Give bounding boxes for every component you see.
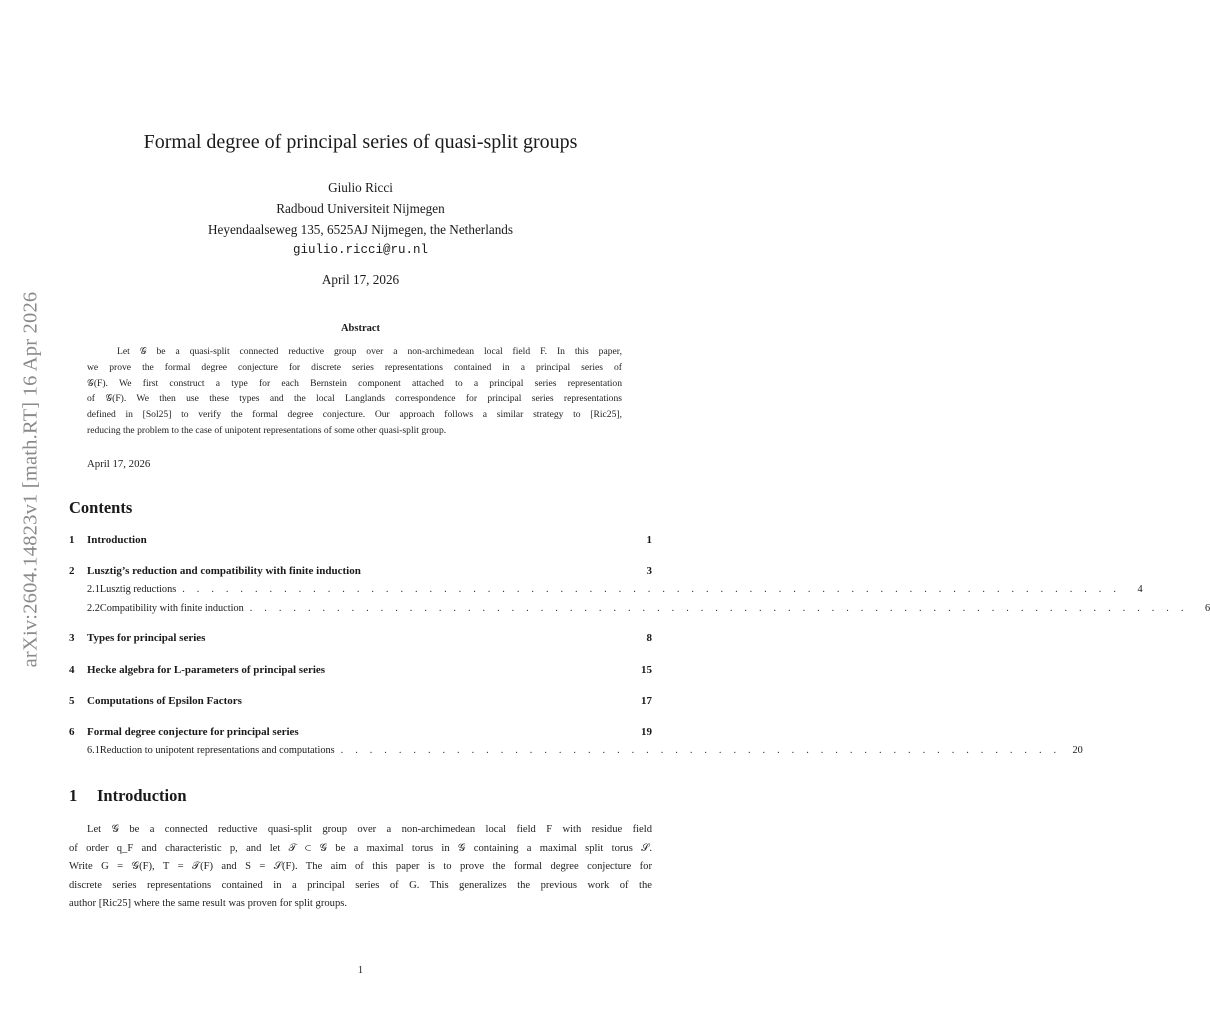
toc-section-6[interactable] [69, 726, 652, 742]
arxiv-identifier: arXiv:2604.14823v1 [math.RT] 16 Apr 2026 [19, 291, 42, 667]
toc-page-number: 20 [1072, 745, 1083, 756]
introduction-line: of order q_F and characteristic p, and let 𝒯 ⊂ 𝒢 be a maximal torus in 𝒢 containing a maximal split torus 𝒮. [69, 842, 652, 854]
toc-section-title: Lusztig’s reduction and compatibility with finite induction [87, 565, 361, 577]
toc-subsection-title: Lusztig reductions [99, 584, 177, 595]
toc-subsection-number: 6.1 [87, 745, 100, 756]
section-heading-introduction [69, 786, 187, 806]
toc-leader-dots: . . . . . . . . . . . . . . . . . . . . . . . . . . . . . . . . . . . . . . . . . . . . . . . . . . [340, 745, 1061, 756]
toc-section-3[interactable] [69, 632, 652, 648]
author-address: Heyendaalseweg 135, 6525AJ Nijmegen, the Netherlands [207, 222, 514, 237]
introduction-line: discrete series representations contained in a principal series of G. This generalizes the previous work of the [69, 879, 652, 891]
page-number: 1 [357, 965, 364, 976]
introduction-line: Write G = 𝒢(F), T = 𝒯(F) and S = 𝒮(F). The aim of this paper is to prove the formal degree conjecture for [69, 861, 652, 872]
author-name: Giulio Ricci [328, 180, 393, 195]
abstract-line: reducing the problem to the case of unipotent representations of some other quasi-split group. [87, 424, 447, 436]
toc-section-title: Computations of Epsilon Factors [87, 695, 242, 707]
toc-section-number: 2 [69, 565, 75, 577]
toc-section-1[interactable] [69, 534, 652, 550]
abstract-heading: Abstract [340, 323, 381, 334]
toc-section-4[interactable] [69, 664, 652, 680]
toc-leader-dots: . . . . . . . . . . . . . . . . . . . . . . . . . . . . . . . . . . . . . . . . . . . . . . . . . . . . . . . . . . . . . . . . . [249, 603, 1189, 614]
abstract-line: of 𝒢(F). We then use these types and the local Langlands correspondence for principal series representations [87, 393, 622, 405]
toc-section-title: Formal degree conjecture for principal series [87, 726, 299, 738]
toc-leader-dots: . . . . . . . . . . . . . . . . . . . . . . . . . . . . . . . . . . . . . . . . . . . . . . . . . . . . . . . . . . . . . . . . . [182, 584, 1121, 595]
paper-title: Formal degree of principal series of quasi-split groups [143, 131, 578, 153]
toc-section-number: 6 [69, 726, 75, 738]
section-number: 1 [69, 786, 78, 805]
introduction-body [69, 821, 652, 914]
toc-subsection-title: Reduction to unipotent representations and computations [99, 745, 335, 756]
toc-section-title: Types for principal series [87, 632, 206, 644]
toc-page-number: 4 [1137, 584, 1143, 595]
paper-date: April 17, 2026 [321, 272, 400, 287]
toc-subsection-6-1[interactable] [87, 745, 1083, 761]
author-affiliation: Radboud Universiteit Nijmegen [276, 201, 445, 216]
toc-section-number: 1 [69, 534, 75, 546]
toc-subsection-number: 2.1 [87, 584, 100, 595]
toc-subsection-title: Compatibility with finite induction [99, 603, 244, 614]
section-title: Introduction [97, 786, 187, 805]
abstract-body [87, 344, 622, 439]
introduction-line: Let 𝒢 be a connected reductive quasi-split group over a non-archimedean local field F with residue field [87, 824, 652, 835]
arxiv-identifier-stamp [18, 284, 44, 674]
abstract-date: April 17, 2026 [87, 458, 151, 470]
abstract-line: we prove the formal degree conjecture for discrete series representations contained in a principal series of [87, 361, 622, 373]
toc-page-number: 6 [1204, 603, 1210, 614]
toc-section-title: Introduction [87, 534, 147, 546]
toc-section-number: 4 [69, 664, 75, 676]
abstract-line: Let 𝒢 be a quasi-split connected reductive group over a non-archimedean local field F. In this paper, [117, 346, 622, 357]
toc-section-2[interactable] [69, 565, 652, 581]
author-email[interactable]: giulio.ricci@ru.nl [292, 243, 429, 257]
contents-heading: Contents [69, 498, 133, 517]
introduction-line: author [Ric25] where the same result was proven for split groups. [69, 898, 348, 909]
toc-section-number: 3 [69, 632, 75, 644]
toc-subsection-2-2[interactable] [87, 603, 1210, 619]
toc-page-number: 19 [641, 726, 652, 738]
abstract-line: 𝒢(F). We first construct a type for each Bernstein component attached to a principal series representation [87, 377, 622, 389]
toc-page-number: 1 [646, 534, 652, 546]
toc-subsection-2-1[interactable] [87, 584, 1143, 600]
toc-page-number: 17 [641, 695, 652, 707]
toc-section-number: 5 [69, 695, 75, 707]
toc-page-number: 3 [646, 565, 652, 577]
toc-page-number: 15 [641, 664, 652, 676]
toc-section-5[interactable] [69, 695, 652, 711]
author-block [0, 177, 721, 261]
abstract-line: defined in [Sol25] to verify the formal degree conjecture. Our approach follows a similar strategy to [Ric25], [87, 409, 622, 421]
toc-page-number: 8 [646, 632, 652, 644]
toc-subsection-number: 2.2 [87, 603, 100, 614]
toc-section-title: Hecke algebra for L-parameters of principal series [87, 664, 326, 676]
